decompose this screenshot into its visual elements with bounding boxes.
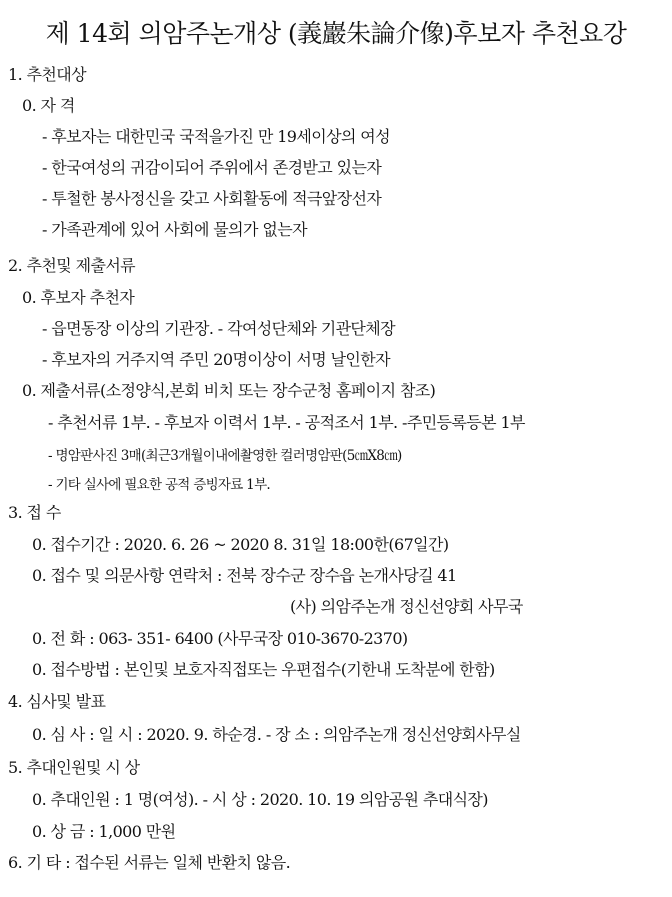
detail-line: 0. 접수 및 의문사항 연락처 : 전북 장수군 장수읍 논개사당길 41 [32,566,457,585]
detail-line: 0. 추대인원 : 1 명(여성). - 시 상 : 2020. 10. 19 의암공원 추대식장) [32,790,488,809]
list-item: - 후보자는 대한민국 국적을가진 만 19세이상의 여성 [42,127,391,146]
list-item: - 명암판사진 3매(최근3개월이내에촬영한 컬러명암판(5㎝X8㎝) [48,448,402,464]
detail-line: (사) 의암주논개 정신선양회 사무국 [290,597,523,616]
detail-line: 0. 상 금 : 1,000 만원 [32,822,176,841]
list-item: - 투철한 봉사정신을 갖고 사회활동에 적극앞장선자 [42,189,382,208]
list-item: - 기타 실사에 필요한 공적 증빙자료 1부. [48,477,271,493]
list-item: - 읍면동장 이상의 기관장. - 각여성단체와 기관단체장 [42,319,395,338]
section-heading: 1. 추천대상 [8,65,86,84]
detail-line: 0. 심 사 : 일 시 : 2020. 9. 하순경. - 장 소 : 의암주논개 정신선양회사무실 [32,725,521,744]
section-heading: 5. 추대인원및 시 상 [8,758,140,777]
subsection-heading: 0. 자 격 [22,96,75,115]
list-item: - 후보자의 거주지역 주민 20명이상이 서명 날인한자 [42,350,391,369]
detail-line: 0. 접수방법 : 본인및 보호자직접또는 우편접수(기한내 도착분에 한함) [32,660,495,679]
subsection-heading: 0. 후보자 추천자 [22,288,135,307]
subsection-heading: 0. 제출서류(소정양식,본회 비치 또는 장수군청 홈페이지 참조) [22,381,436,400]
detail-line: 0. 전 화 : 063- 351- 6400 (사무국장 010-3670-2370) [32,629,408,648]
section-heading: 6. 기 타 : 접수된 서류는 일체 반환치 않음. [8,853,291,872]
list-item: - 한국여성의 귀감이되어 주위에서 존경받고 있는자 [42,158,382,177]
section-heading: 2. 추천및 제출서류 [8,256,136,275]
list-item: - 추천서류 1부. - 후보자 이력서 1부. - 공적조서 1부. -주민등록등본 1부 [48,413,525,432]
list-item: - 가족관계에 있어 사회에 물의가 없는자 [42,220,307,239]
section-heading: 3. 접 수 [8,503,61,522]
section-heading: 4. 심사및 발표 [8,692,106,711]
document-title: 제 14회 의암주논개상 (義巖朱論介像)후보자 추천요강 [45,19,627,48]
detail-line: 0. 접수기간 : 2020. 6. 26 ~ 2020 8. 31일 18:00한(67일간) [32,535,449,554]
